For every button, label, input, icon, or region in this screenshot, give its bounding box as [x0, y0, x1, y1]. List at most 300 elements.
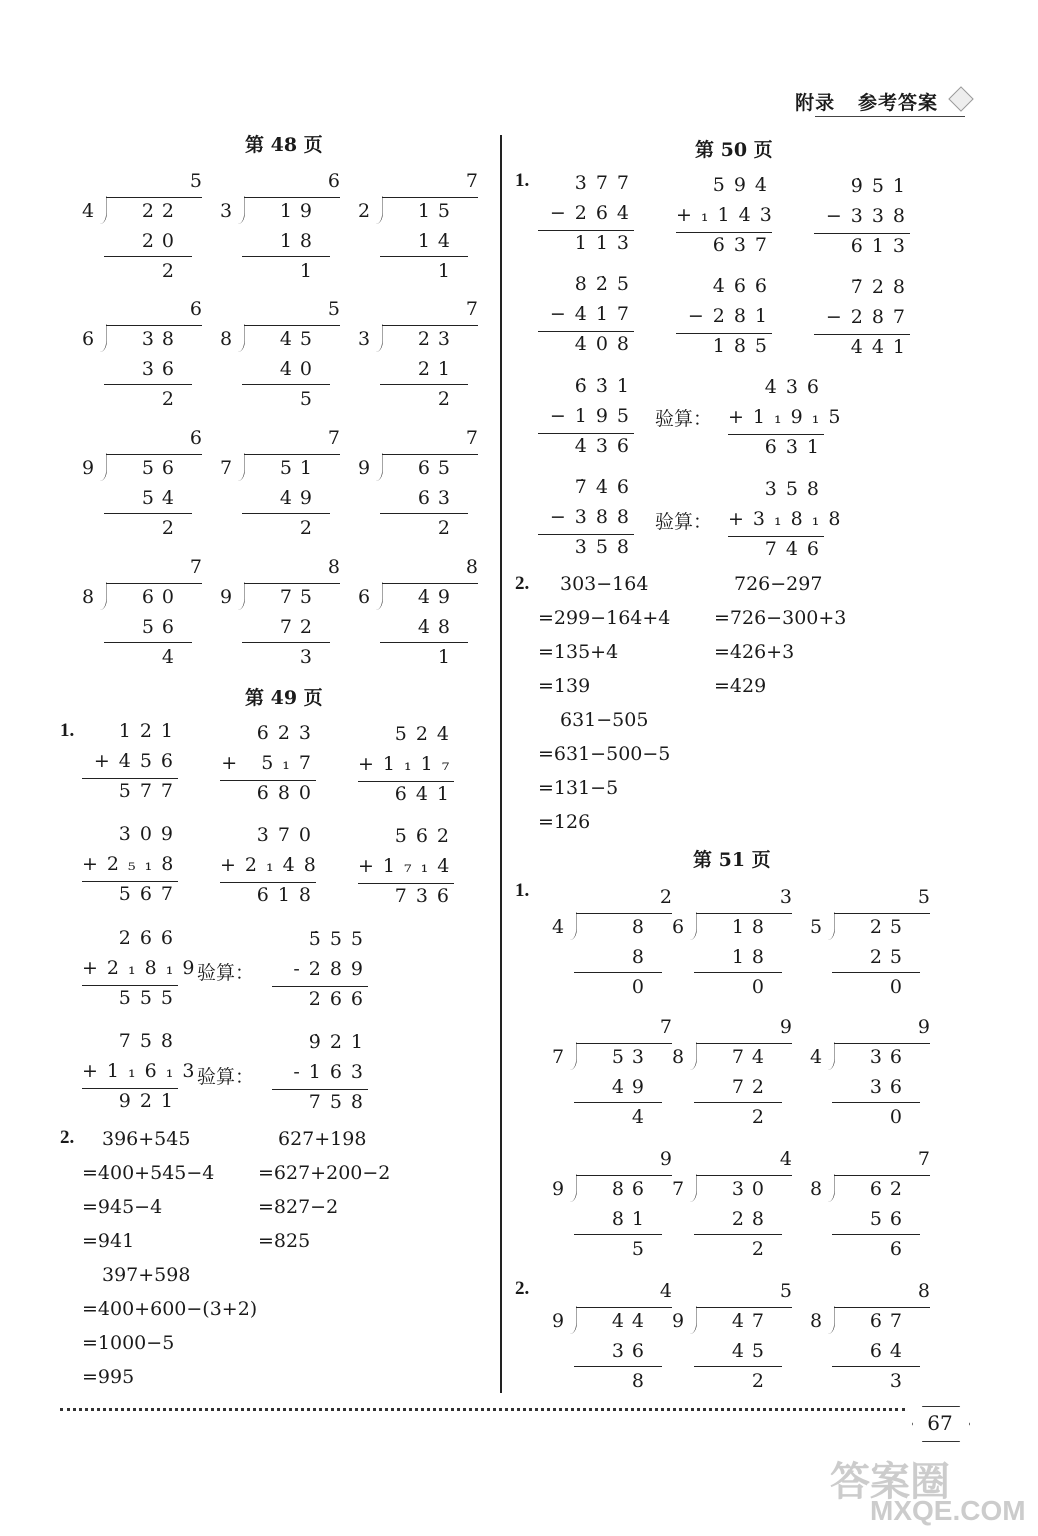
division-quotient: 6: [189, 298, 202, 320]
division-dividend: 30: [731, 1178, 772, 1200]
division-divisor: 8: [672, 1046, 685, 1068]
division-remainder: 2: [161, 517, 182, 539]
sum-rule: [728, 536, 824, 537]
division-bar: [834, 1175, 930, 1176]
division-br: [376, 582, 383, 610]
division-divisor: 8: [810, 1310, 823, 1332]
division-br: [690, 1306, 697, 1334]
top-operand: 82̇5: [574, 273, 638, 295]
division-bar: [382, 197, 478, 198]
division-remainder: 0: [631, 976, 652, 998]
division-quotient: 8: [327, 556, 340, 578]
division-remainder: 2: [161, 388, 182, 410]
long-division: [810, 886, 930, 1006]
division-br: [100, 453, 107, 481]
division-bar: [576, 1307, 672, 1308]
division-product: 64: [869, 1340, 910, 1362]
division-remainder: 3: [889, 1370, 910, 1392]
division-divisor: 5: [810, 916, 823, 938]
division-bar2: [242, 642, 330, 643]
division-br: [238, 324, 245, 352]
division-bar2: [242, 513, 330, 514]
sum-rule: [814, 334, 910, 335]
bottom-operand: +3₁8₁8: [728, 508, 850, 530]
column-arithmetic: [220, 722, 320, 812]
division-quotient: 7: [189, 556, 202, 578]
long-division: [82, 170, 202, 290]
long-division: [220, 170, 340, 290]
top-operand: 9̇51: [850, 175, 914, 197]
bottom-operand: +2₁8₁9: [82, 957, 204, 979]
long-division: [220, 427, 340, 547]
division-bar: [244, 325, 340, 326]
division-divisor: 7: [672, 1178, 685, 1200]
sum-rule: [358, 883, 454, 884]
sum-rule: [676, 232, 772, 233]
top-operand: 370: [256, 824, 320, 846]
column-divider: [500, 135, 502, 1393]
equation-line: =825: [258, 1230, 311, 1252]
result: 758: [308, 1091, 372, 1113]
division-dividend: 47: [731, 1310, 772, 1332]
division-product: 56: [141, 616, 182, 638]
header-title: 参考答案: [857, 92, 938, 114]
equation-line: =941: [82, 1230, 135, 1252]
division-quotient: 4: [779, 1148, 792, 1170]
division-divisor: 4: [810, 1046, 823, 1068]
division-bar2: [380, 513, 468, 514]
equation-line: 396+545: [102, 1128, 191, 1150]
sum-rule: [272, 986, 368, 987]
result: 358: [574, 536, 638, 558]
division-br: [828, 1306, 835, 1334]
sum-rule: [220, 780, 316, 781]
division-remainder: 6: [889, 1238, 910, 1260]
division-br: [376, 324, 383, 352]
division-bar: [696, 1043, 792, 1044]
result: 567: [118, 883, 182, 905]
division-product: 20: [141, 230, 182, 252]
top-operand: 7̇4̇6: [574, 476, 638, 498]
division-remainder: 1: [437, 260, 458, 282]
long-division: [672, 1280, 792, 1400]
bottom-operand: −338: [825, 205, 914, 227]
column-arithmetic: [538, 273, 638, 363]
division-divisor: 6: [672, 916, 685, 938]
division-divisor: 4: [82, 200, 95, 222]
division-bar: [382, 583, 478, 584]
bottom-operand: −264: [549, 202, 638, 224]
sum-rule: [82, 1088, 178, 1089]
division-bar2: [104, 513, 192, 514]
equation-line: =400+600−(3+2): [82, 1298, 258, 1320]
top-operand: 436: [764, 376, 828, 398]
header-rule: [815, 116, 965, 117]
division-product: 36: [611, 1340, 652, 1362]
p51-q1: 1.: [515, 880, 530, 901]
long-division: [552, 1016, 672, 1136]
division-product: 40: [279, 358, 320, 380]
division-remainder: 5: [631, 1238, 652, 1260]
bottom-operand: +1₁1₇: [358, 753, 459, 775]
result: 113: [574, 232, 638, 254]
column-arithmetic: [358, 723, 458, 813]
top-operand: 377: [574, 172, 638, 194]
verify-label: 验算：: [197, 1066, 255, 1088]
division-remainder: 3: [299, 646, 320, 668]
equation-line: =631−500−5: [538, 743, 671, 765]
sum-rule: [538, 534, 634, 535]
division-dividend: 15: [417, 200, 458, 222]
division-remainder: 4: [161, 646, 182, 668]
column-arithmetic: [220, 824, 325, 914]
sum-rule: [82, 985, 178, 986]
division-bar: [576, 913, 672, 914]
division-product: 45: [731, 1340, 772, 1362]
top-operand: 7̇28: [850, 276, 914, 298]
division-dividend: 67: [869, 1310, 910, 1332]
bottom-operand: +1₁6₁3: [82, 1060, 204, 1082]
p50-q1: 1.: [515, 170, 530, 191]
column-arithmetic: [82, 927, 204, 1017]
division-product: 18: [279, 230, 320, 252]
division-product: 28: [731, 1208, 772, 1230]
division-product: 54: [141, 487, 182, 509]
division-remainder: 4: [631, 1106, 652, 1128]
top-operand: 524: [394, 723, 458, 745]
long-division: [552, 1148, 672, 1268]
equation-line: 303−164: [560, 573, 649, 595]
watermark-logo: 答案圈: [830, 1460, 950, 1504]
division-br: [238, 453, 245, 481]
top-operand: 4̇66: [712, 275, 776, 297]
division-bar: [244, 197, 340, 198]
column-arithmetic: [676, 275, 776, 365]
division-quotient: 3: [779, 886, 792, 908]
division-bar: [106, 197, 202, 198]
long-division: [358, 427, 478, 547]
division-br: [100, 196, 107, 224]
division-dividend: 38: [141, 328, 182, 350]
verify-label: 验算：: [655, 408, 713, 430]
division-bar: [696, 1175, 792, 1176]
division-divisor: 9: [672, 1310, 685, 1332]
division-br: [376, 453, 383, 481]
page51-title: 第 51 页: [693, 849, 771, 871]
bottom-operand: +456: [93, 750, 182, 772]
equation-line: =139: [538, 675, 591, 697]
division-quotient: 5: [779, 1280, 792, 1302]
division-bar2: [574, 1102, 662, 1103]
division-bar2: [694, 1366, 782, 1367]
division-dividend: 62: [869, 1178, 910, 1200]
division-remainder: 1: [299, 260, 320, 282]
watermark-url: MXQE.COM: [870, 1495, 1026, 1526]
equation-line: =627+200−2: [258, 1162, 391, 1184]
division-bar: [382, 454, 478, 455]
long-division: [220, 298, 340, 418]
division-divisor: 7: [552, 1046, 565, 1068]
column-arithmetic: [538, 476, 638, 566]
bottom-operand: + 5₁7: [221, 752, 320, 774]
column-arithmetic: [538, 172, 638, 262]
division-quotient: 7: [465, 170, 478, 192]
long-division: [552, 886, 672, 1006]
p51-q2: 2.: [515, 1278, 530, 1299]
bottom-operand: −195: [549, 405, 638, 427]
division-quotient: 6: [327, 170, 340, 192]
division-remainder: 2: [437, 388, 458, 410]
division-bar2: [242, 256, 330, 257]
division-dividend: 86: [611, 1178, 652, 1200]
sum-rule: [272, 1089, 368, 1090]
top-operand: 358: [764, 478, 828, 500]
division-quotient: 8: [465, 556, 478, 578]
result: 746: [764, 538, 828, 560]
bottom-operand: +2₁48: [220, 854, 325, 876]
division-divisor: 8: [810, 1178, 823, 1200]
equation-line: =726−300+3: [714, 607, 847, 629]
division-dividend: 75: [279, 586, 320, 608]
division-divisor: 9: [220, 586, 233, 608]
division-dividend: 36: [869, 1046, 910, 1068]
division-divisor: 6: [82, 328, 95, 350]
division-br: [570, 912, 577, 940]
division-product: 36: [141, 358, 182, 380]
division-bar: [106, 325, 202, 326]
result: 637: [712, 234, 776, 256]
division-remainder: 2: [751, 1238, 772, 1260]
division-br: [828, 1042, 835, 1070]
division-dividend: 45: [279, 328, 320, 350]
long-division: [672, 1148, 792, 1268]
division-bar2: [832, 972, 920, 973]
bottom-operand: +₁143: [676, 204, 781, 226]
division-quotient: 7: [465, 298, 478, 320]
division-product: 49: [611, 1076, 652, 1098]
division-dividend: 25: [869, 916, 910, 938]
header-section: 附录: [795, 92, 836, 114]
division-quotient: 9: [779, 1016, 792, 1038]
equation-line: =126: [538, 811, 591, 833]
division-bar: [696, 1307, 792, 1308]
long-division: [810, 1280, 930, 1400]
division-product: 25: [869, 946, 910, 968]
division-dividend: 23: [417, 328, 458, 350]
division-divisor: 9: [358, 457, 371, 479]
result: 185: [712, 335, 776, 357]
long-division: [672, 1016, 792, 1136]
equation-line: =1000−5: [82, 1332, 175, 1354]
bottom-operand: +1₁9₁5: [728, 406, 850, 428]
division-bar: [244, 583, 340, 584]
division-dividend: 53: [611, 1046, 652, 1068]
division-br: [690, 912, 697, 940]
division-remainder: 0: [751, 976, 772, 998]
equation-line: =827−2: [258, 1196, 339, 1218]
division-quotient: 9: [659, 1148, 672, 1170]
division-bar: [834, 1043, 930, 1044]
division-bar2: [104, 384, 192, 385]
division-dividend: 65: [417, 457, 458, 479]
sum-rule: [728, 434, 824, 435]
equation-line: 726−297: [734, 573, 823, 595]
equation-line: =426+3: [714, 641, 795, 663]
division-bar: [576, 1043, 672, 1044]
top-operand: 6̇3̇1: [574, 375, 638, 397]
division-divisor: 8: [82, 586, 95, 608]
division-quotient: 5: [917, 886, 930, 908]
division-bar2: [574, 972, 662, 973]
division-bar2: [694, 1234, 782, 1235]
division-br: [828, 1174, 835, 1202]
division-remainder: 8: [631, 1370, 652, 1392]
division-remainder: 2: [751, 1106, 772, 1128]
sum-rule: [538, 331, 634, 332]
division-bar2: [832, 1234, 920, 1235]
p49-q2: 2.: [60, 1127, 75, 1148]
division-divisor: 7: [220, 457, 233, 479]
equation-line: =945−4: [82, 1196, 163, 1218]
division-remainder: 0: [889, 976, 910, 998]
division-product: 49: [279, 487, 320, 509]
long-division: [552, 1280, 672, 1400]
division-remainder: 2: [299, 517, 320, 539]
division-quotient: 5: [327, 298, 340, 320]
division-product: 8: [631, 946, 652, 968]
result: 266: [308, 988, 372, 1010]
bottom-operand: −281: [687, 305, 776, 327]
division-bar: [834, 913, 930, 914]
long-division: [82, 298, 202, 418]
column-arithmetic: [538, 375, 638, 465]
division-br: [570, 1042, 577, 1070]
division-quotient: 5: [189, 170, 202, 192]
sum-rule: [538, 230, 634, 231]
division-bar2: [380, 642, 468, 643]
top-operand: 594: [712, 174, 776, 196]
division-dividend: 49: [417, 586, 458, 608]
top-operand: 309: [118, 823, 182, 845]
diamond-icon: [948, 86, 973, 111]
division-dividend: 18: [731, 916, 772, 938]
equation-line: =400+545−4: [82, 1162, 215, 1184]
division-dividend: 44: [611, 1310, 652, 1332]
top-operand: 121: [118, 720, 182, 742]
division-bar2: [104, 642, 192, 643]
bottom-operand: −388: [549, 506, 638, 528]
division-dividend: 8: [631, 916, 652, 938]
division-dividend: 19: [279, 200, 320, 222]
equation-line: 397+598: [102, 1264, 191, 1286]
bottom-operand: -163: [293, 1061, 372, 1083]
division-divisor: 2: [358, 200, 371, 222]
division-product: 14: [417, 230, 458, 252]
division-bar2: [574, 1234, 662, 1235]
sum-rule: [82, 881, 178, 882]
verify-label: 验算：: [655, 511, 713, 533]
division-bar: [106, 583, 202, 584]
result: 441: [850, 336, 914, 358]
result: 613: [850, 235, 914, 257]
sum-rule: [358, 781, 454, 782]
column-arithmetic: [82, 1030, 204, 1120]
division-product: 48: [417, 616, 458, 638]
division-bar: [244, 454, 340, 455]
column-arithmetic: [814, 276, 914, 366]
division-quotient: 7: [917, 1148, 930, 1170]
division-dividend: 22: [141, 200, 182, 222]
long-division: [82, 427, 202, 547]
bottom-operand: −417: [549, 303, 638, 325]
division-remainder: 1: [437, 646, 458, 668]
column-arithmetic: [676, 174, 781, 264]
equation-line: =135+4: [538, 641, 619, 663]
division-divisor: 3: [358, 328, 371, 350]
division-bar: [382, 325, 478, 326]
long-division: [220, 556, 340, 676]
column-arithmetic: [82, 720, 182, 810]
division-bar2: [694, 1102, 782, 1103]
division-dividend: 60: [141, 586, 182, 608]
division-br: [376, 196, 383, 224]
division-remainder: 2: [751, 1370, 772, 1392]
division-divisor: 3: [220, 200, 233, 222]
result: 618: [256, 884, 320, 906]
bottom-operand: -289: [293, 958, 372, 980]
column-arithmetic: [272, 1031, 372, 1121]
sum-rule: [676, 333, 772, 334]
division-quotient: 7: [659, 1016, 672, 1038]
result: 408: [574, 333, 638, 355]
bottom-operand: −287: [825, 306, 914, 328]
division-br: [570, 1174, 577, 1202]
result: 921: [118, 1090, 182, 1112]
division-bar2: [242, 384, 330, 385]
result: 436: [574, 435, 638, 457]
division-remainder: 0: [889, 1106, 910, 1128]
page48-title: 第 48 页: [245, 134, 323, 156]
division-quotient: 6: [189, 427, 202, 449]
division-quotient: 4: [659, 1280, 672, 1302]
division-br: [828, 912, 835, 940]
top-operand: 758: [118, 1030, 182, 1052]
division-bar2: [694, 972, 782, 973]
division-br: [100, 324, 107, 352]
long-division: [358, 170, 478, 290]
sum-rule: [220, 882, 316, 883]
division-product: 81: [611, 1208, 652, 1230]
division-bar2: [832, 1102, 920, 1103]
footer-dotted-rule: [60, 1408, 905, 1411]
equation-line: 631−505: [560, 709, 649, 731]
column-arithmetic: [728, 376, 850, 466]
division-remainder: 2: [161, 260, 182, 282]
division-bar2: [380, 256, 468, 257]
top-operand: 562: [394, 825, 458, 847]
division-br: [570, 1306, 577, 1334]
result: 577: [118, 780, 182, 802]
division-br: [690, 1042, 697, 1070]
division-divisor: 4: [552, 916, 565, 938]
sum-rule: [814, 233, 910, 234]
top-operand: 623: [256, 722, 320, 744]
column-arithmetic: [82, 823, 182, 913]
p49-q1: 1.: [60, 720, 75, 741]
division-bar2: [832, 1366, 920, 1367]
division-br: [238, 582, 245, 610]
top-operand: 266: [118, 927, 182, 949]
